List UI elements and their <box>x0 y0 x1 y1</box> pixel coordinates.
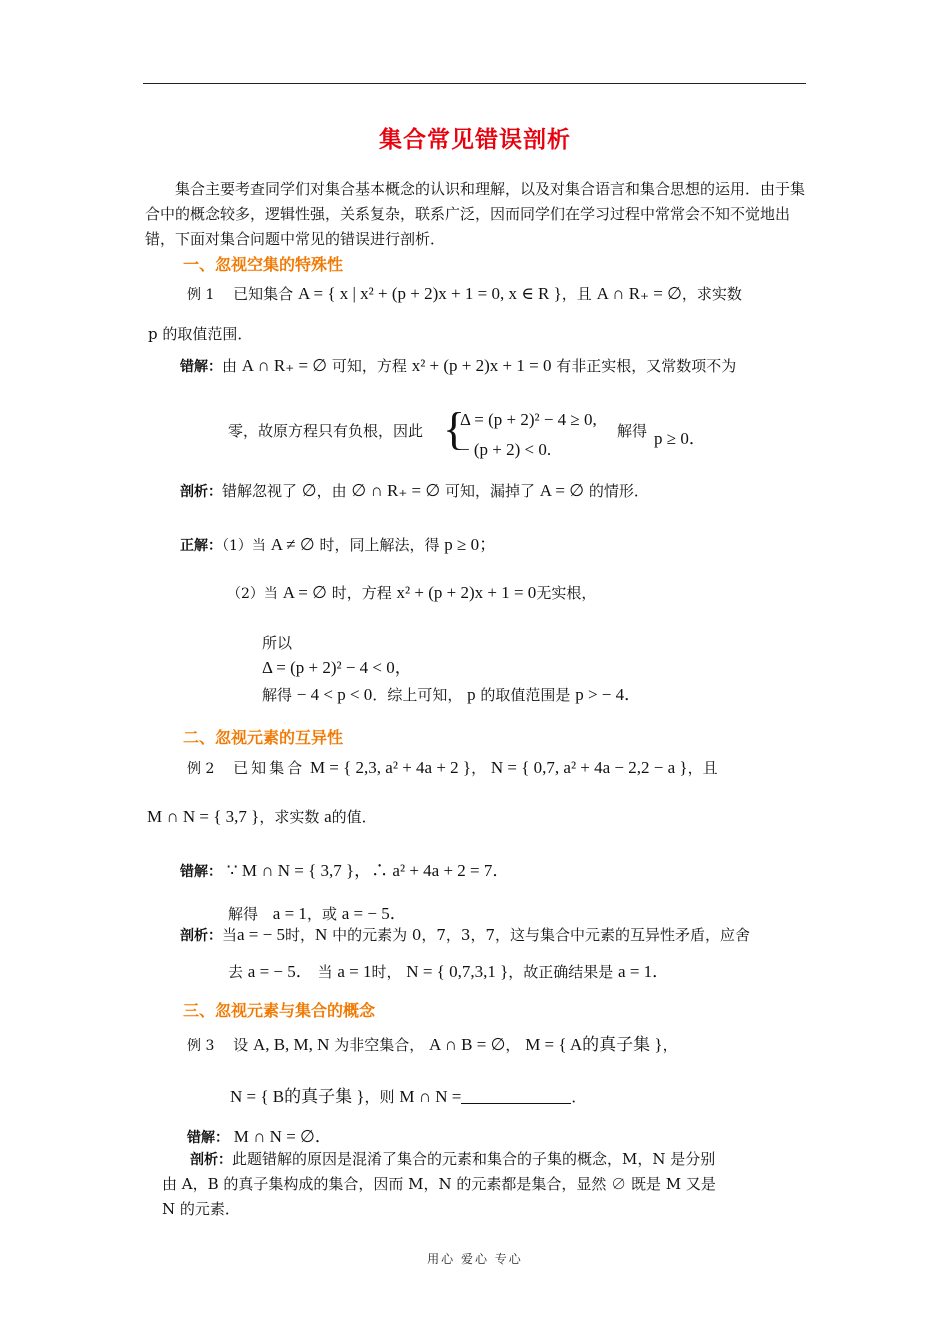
example-2-label: 例 2 <box>187 761 215 777</box>
page-title: 集合常见错误剖析 <box>379 127 571 153</box>
example-3-text2: 为非空集合， <box>334 1036 425 1054</box>
correct-4-result: p > − 4． <box>575 685 642 704</box>
analysis-2-set: N = { 0,7,3,1 } <box>406 962 509 981</box>
analysis-1-text2: ，由 <box>316 482 347 500</box>
solve-2-eq1: a = 1 <box>272 904 307 923</box>
example-2-cond: M ∩ N = { 3,7 } <box>147 807 260 826</box>
wrong-1-cond: A ∩ R₊ = ∅ <box>241 356 328 375</box>
correct-3-line <box>262 632 412 678</box>
answer-blank <box>461 1093 571 1104</box>
correct-case-1-cond: A ≠ ∅ <box>270 535 315 554</box>
analysis-2-text6: 时， <box>371 963 402 981</box>
solve-2-text: 解得 <box>228 905 259 923</box>
example-2-ask2: 的值． <box>331 808 377 826</box>
correct-4-text: 解得 <box>262 686 293 704</box>
example-1-line <box>187 283 742 304</box>
analysis-2-N: N <box>315 925 328 944</box>
wrong-2-line <box>180 856 509 881</box>
analysis-2-result: a = 1． <box>618 962 670 981</box>
analysis-1-case: A = ∅ <box>539 481 585 500</box>
analysis-2-eq3: a = 1 <box>337 962 372 981</box>
wrong-1-text1: 由 <box>222 357 238 375</box>
example-1-text3: ，求实数 <box>681 285 742 303</box>
example-2-ask: ，求实数 <box>259 808 320 826</box>
analysis-1-text4: 的情形． <box>588 482 649 500</box>
analysis-2-text5: 当 <box>317 963 333 981</box>
solve-2-or: ，或 <box>306 905 337 923</box>
analysis-2-eq2: a = − 5． <box>247 962 313 981</box>
example-2-text: 已知集合 <box>233 759 306 777</box>
example-2-line <box>187 757 718 778</box>
example-2-var: a <box>324 807 332 826</box>
correct-label: 正解： <box>180 538 222 554</box>
example-1-text: 已知集合 <box>233 285 294 303</box>
wrong-3-eq: M ∩ N = ∅． <box>233 1127 332 1146</box>
system-brace: { <box>443 403 466 454</box>
example-1-label: 例 1 <box>187 287 215 303</box>
correct-case-2: （2）当 <box>227 586 278 602</box>
example-3-text3: ，则 <box>364 1088 395 1106</box>
correct-case-2-cond: A = ∅ <box>282 583 327 602</box>
analysis-label-3: 剖析： <box>190 1152 232 1168</box>
correct-3-eq: Δ = (p + 2)² − 4 < 0， <box>262 658 412 677</box>
analysis-2-text3: 中的元素为 0，7，3，7，这与集合中元素的互异性矛盾，应舍 <box>332 926 751 944</box>
analysis-label-2: 剖析： <box>180 928 222 944</box>
correct-2-line <box>227 582 596 603</box>
wrong-3-line <box>187 1122 332 1147</box>
example-1-line2: p 的取值范围． <box>148 325 253 343</box>
analysis-2-text: 当 <box>222 926 238 944</box>
wrong-1-result: p ≥ 0． <box>654 429 706 448</box>
page-footer: 用心 爱心 专心 <box>427 1252 523 1266</box>
analysis-2-line2 <box>228 957 669 982</box>
correct-1-line <box>180 530 496 555</box>
analysis-2-text2: 时， <box>285 926 316 944</box>
example-3-N: N = { B的真子集 } <box>230 1087 365 1106</box>
analysis-2-eq: a = − 5 <box>237 925 285 944</box>
analysis-3-line2: 由 A，B 的真子集构成的集合，因而 M，N 的元素都是集合，显然 ∅ 既是 M 又是 <box>162 1175 716 1193</box>
wrong-label: 错解： <box>180 359 222 375</box>
system-eq-1: Δ = (p + 2)² − 4 ≥ 0, <box>460 410 597 429</box>
example-3-comma2: ， <box>662 1036 678 1054</box>
example-3-ask: M ∩ N = <box>399 1087 462 1106</box>
section-2-heading: 二、忽视元素的互异性 <box>183 728 344 747</box>
correct-case-1-result: p ≥ 0； <box>444 535 497 554</box>
example-2-and: ，且 <box>687 759 718 777</box>
example-1-cond: A ∩ R₊ = ∅ <box>596 284 682 303</box>
example-1-set: A = { x | x² + (p + 2)x + 1 = 0, x ∈ R } <box>297 284 562 303</box>
example-3-label: 例 3 <box>187 1038 215 1054</box>
analysis-1-line <box>180 480 649 501</box>
wrong-1-text3: 有非正实根，又常数项不为 <box>556 357 737 375</box>
empty-set-symbol: ∅ <box>301 481 317 500</box>
correct-4-text3: 的取值范围是 <box>480 686 571 704</box>
correct-case-1: （1）当 <box>222 538 266 554</box>
example-2-comma: ， <box>471 759 487 777</box>
intro-paragraph: 集合主要考查同学们对集合基本概念的认识和理解，以及对集合语言和集合思想的运用．由于集合中的概念较多，逻辑性强，关系复杂，联系广泛，因而同学们在学习过程中常常会不知不觉地出错，下面对集合问题中常见的错误进行剖析． <box>145 180 806 248</box>
wrong-2-eq: ∵ M ∩ N = { 3,7 }，∴ a² + 4a + 2 = 7． <box>226 861 510 880</box>
wrong-1-text2: 可知，方程 <box>331 357 407 375</box>
wrong-1-eq: x² + (p + 2)x + 1 = 0 <box>411 356 552 375</box>
correct-4-p: p <box>467 685 476 704</box>
example-3-sets: A, B, M, N <box>252 1035 330 1054</box>
analysis-3-line3: N 的元素． <box>162 1200 240 1218</box>
example-3-cond: A ∩ B = ∅ <box>429 1035 506 1054</box>
section-1-heading: 一、忽视空集的特殊性 <box>183 255 344 274</box>
example-2-line2 <box>147 806 377 827</box>
wrong-label-3: 错解： <box>187 1130 229 1146</box>
analysis-2-text7: ，故正确结果是 <box>508 963 614 981</box>
analysis-2-text4: 去 <box>228 963 244 981</box>
example-3-line <box>187 1030 678 1055</box>
wrong-1-line <box>180 355 736 376</box>
analysis-label: 剖析： <box>180 484 222 500</box>
example-3-line2 <box>230 1082 586 1107</box>
solve-2-eq2: a = − 5． <box>341 904 407 923</box>
solve-2-line <box>228 899 407 924</box>
example-3-comma: ， <box>505 1036 521 1054</box>
correct-3-text: 所以 <box>262 634 293 652</box>
set-M: M = { 2,3, a² + 4a + 2 } <box>309 758 472 777</box>
correct-case-1-text: 时，同上解法，得 <box>319 536 440 554</box>
correct-case-2-text: 时，方程 <box>331 584 392 602</box>
system-eq-2: − (p + 2) < 0. <box>460 440 552 459</box>
example-1-text2: ，且 <box>561 285 592 303</box>
header-rule <box>143 83 806 84</box>
correct-case-2-eq: x² + (p + 2)x + 1 = 0 <box>396 583 537 602</box>
correct-4-line <box>262 680 641 705</box>
wrong-1-line2: 零，故原方程只有负根，因此 <box>228 422 424 440</box>
section-3-heading: 三、忽视元素与集合的概念 <box>183 1001 376 1020</box>
correct-case-2-text2: 无实根， <box>536 584 597 602</box>
analysis-3-line1 <box>190 1148 715 1169</box>
set-N: N = { 0,7, a² + 4a − 2,2 − a } <box>490 758 688 777</box>
analysis-2-line <box>180 924 750 945</box>
analysis-3-text1: 此题错解的原因是混淆了集合的元素和集合的子集的概念，M，N 是分别 <box>232 1150 716 1168</box>
example-3-text: 设 <box>233 1036 249 1054</box>
example-3-M: M = { A的真子集 } <box>525 1035 663 1054</box>
correct-4-eq: − 4 < p < 0 <box>296 685 373 704</box>
wrong-1-solve: 解得 <box>617 422 648 440</box>
analysis-1-text1: 错解忽视了 <box>222 482 298 500</box>
analysis-1-cond: ∅ ∩ R₊ = ∅ <box>351 481 441 500</box>
analysis-1-text3: 可知，漏掉了 <box>444 482 535 500</box>
example-3-dot: ． <box>571 1088 587 1106</box>
wrong-label-2: 错解： <box>180 864 222 880</box>
correct-4-text2: ．综上可知， <box>372 686 463 704</box>
